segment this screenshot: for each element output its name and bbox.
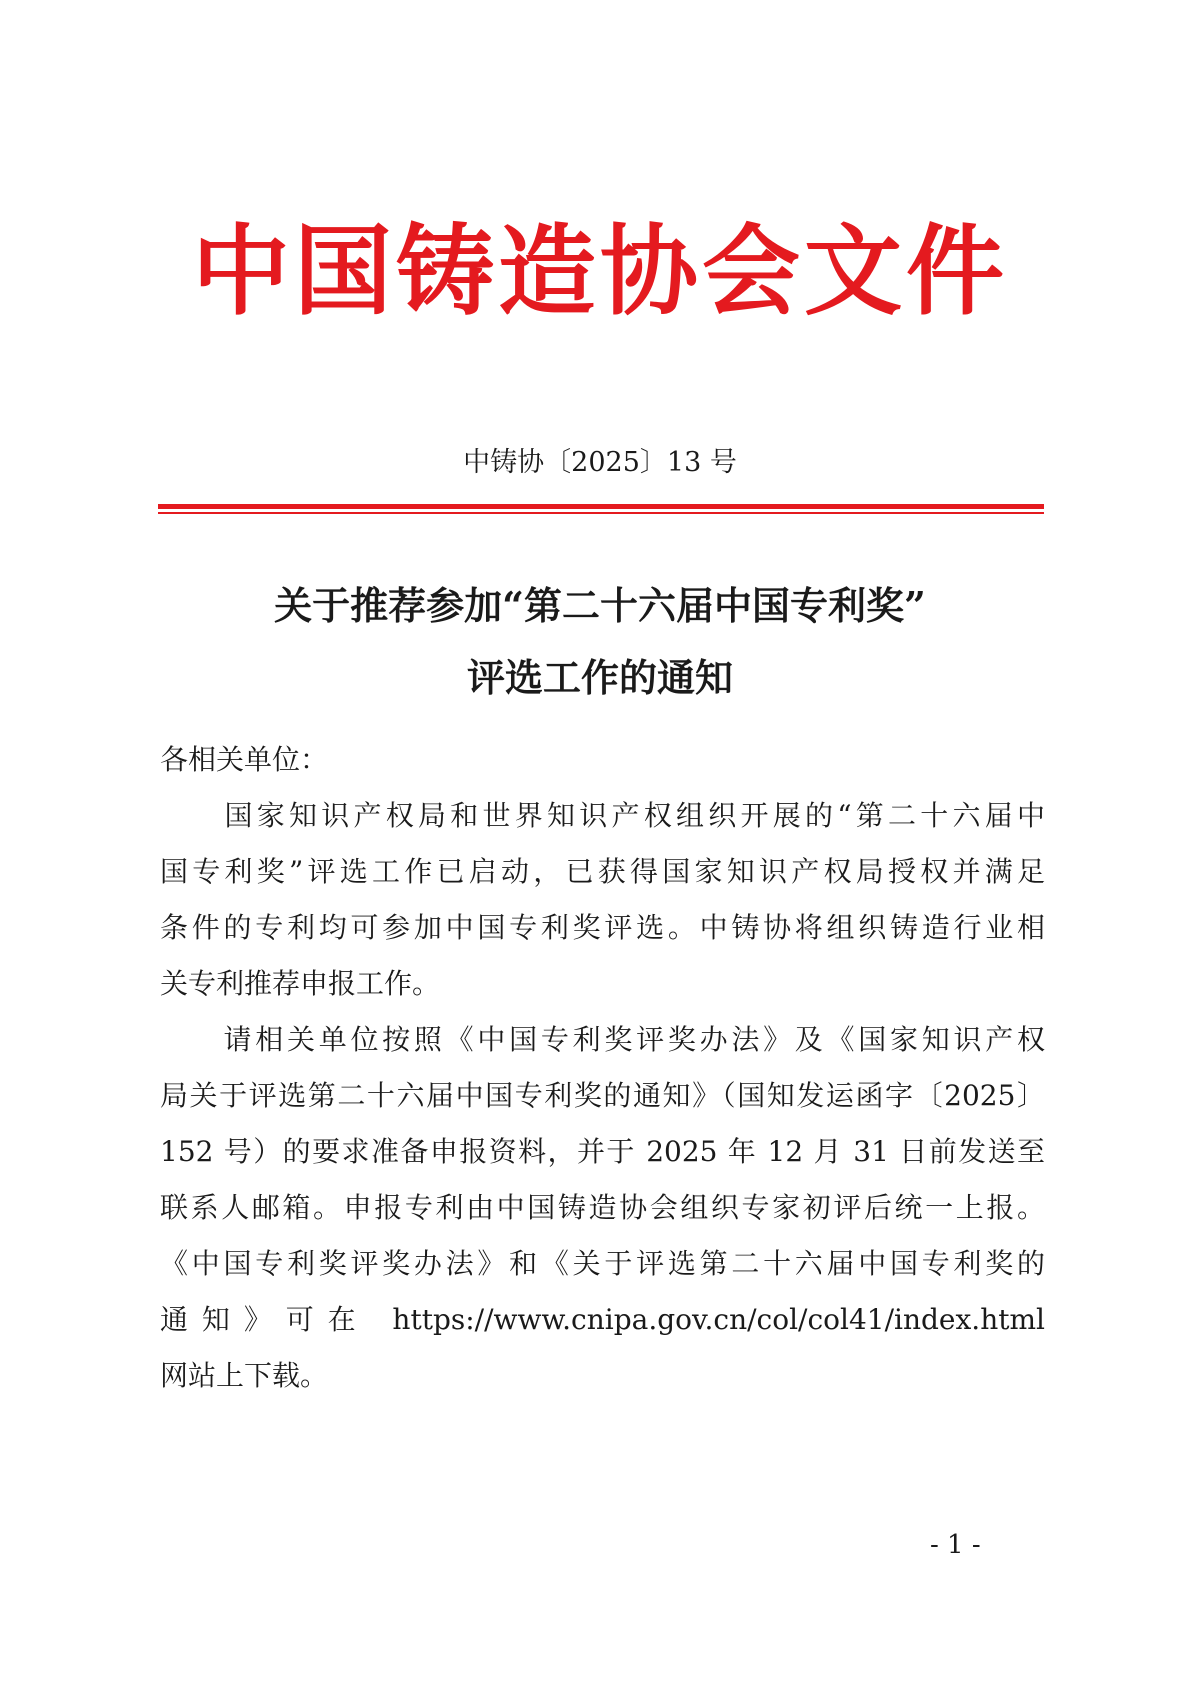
paragraph-2-line: 局关于评选第二十六届中国专利奖的通知》（国知发运函字〔2025〕: [160, 1079, 1045, 1112]
document-number: 中铸协〔2025〕13 号: [463, 447, 737, 478]
paragraph-2-line: 通知》可在 https://www.cnipa.gov.cn/col/col41/index.html: [160, 1303, 1045, 1336]
salutation: 各相关单位：: [160, 743, 329, 776]
paragraph-2-line: 网站上下载。: [160, 1359, 329, 1392]
header-divider-thick: [158, 504, 1044, 509]
title-line-2: 评选工作的通知: [466, 655, 733, 700]
paragraph-1-line: 关专利推荐申报工作。: [160, 967, 441, 1000]
paragraph-1: [160, 788, 1045, 1012]
paragraph-2: [160, 1012, 1045, 1404]
header-divider-thin: [158, 512, 1044, 514]
document-title: [0, 570, 1200, 714]
paragraph-2-line: 《中国专利奖评奖办法》和《关于评选第二十六届中国专利奖的: [160, 1247, 1045, 1280]
org-document-header: 中国铸造协会文件: [191, 214, 1008, 329]
paragraph-1-line: 国专利奖”评选工作已启动，已获得国家知识产权局授权并满足: [160, 855, 1045, 888]
paragraph-2-line: 请相关单位按照《中国专利奖评奖办法》及《国家知识产权: [160, 1023, 1045, 1056]
paragraph-1-line: 国家知识产权局和世界知识产权组织开展的“第二十六届中: [160, 799, 1045, 832]
paragraph-2-line: 152 号）的要求准备申报资料，并于 2025 年 12 月 31 日前发送至: [160, 1135, 1045, 1168]
title-line-1: 关于推荐参加“第二十六届中国专利奖”: [274, 583, 926, 628]
paragraph-1-line: 条件的专利均可参加中国专利奖评选。中铸协将组织铸造行业相: [160, 911, 1045, 944]
paragraph-2-line: 联系人邮箱。申报专利由中国铸造协会组织专家初评后统一上报。: [160, 1191, 1045, 1224]
page-number: - 1 -: [930, 1530, 981, 1560]
